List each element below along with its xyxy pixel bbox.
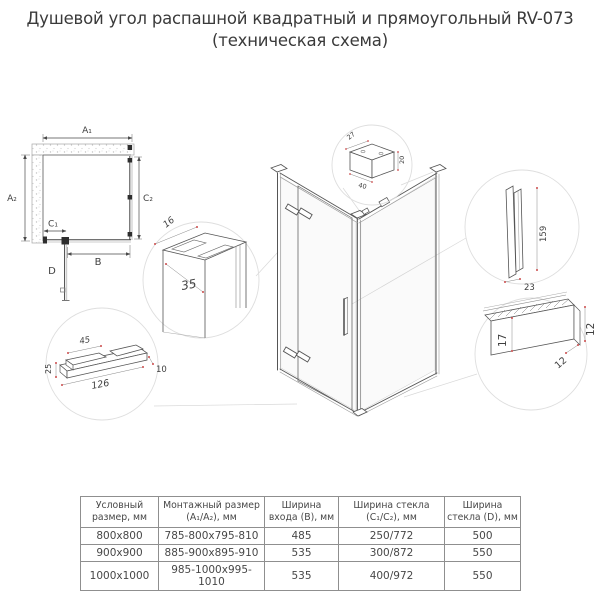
col-header-nominal-size: Условный размер, мм (81, 497, 159, 528)
plan-dim-c2: C₂ (143, 194, 153, 204)
cell-nominal: 1000x1000 (81, 562, 159, 591)
plan-door-pivot (62, 237, 70, 245)
plan-dim-d: D (48, 266, 56, 277)
bracket-dim-depth: 27 (345, 130, 357, 142)
detail-bottom-rail (475, 292, 597, 410)
cell-glass-c: 300/872 (339, 545, 445, 562)
handle-dim-height: 159 (539, 225, 549, 242)
spec-table (80, 496, 521, 591)
title-line-1: Душевой угол распашной квадратный и прямоугольный RV-073 (26, 9, 574, 28)
cell-glass-c: 250/772 (339, 528, 445, 545)
table-row (81, 528, 521, 545)
table-row (81, 545, 521, 562)
plan-view (7, 126, 153, 301)
detail-handle (465, 170, 579, 293)
cell-mounting: 885-900x895-910 (159, 545, 265, 562)
table-header-row (81, 497, 521, 528)
bracket-dim-height: 20 (398, 155, 406, 164)
detail-wall-profile (143, 215, 259, 338)
bracket-dim-width: 40 (357, 181, 368, 191)
plan-wall-profile-mark (43, 237, 47, 244)
wall-profile-dim-top: 16 (161, 215, 177, 231)
plan-dim-a1: A₁ (82, 126, 92, 136)
rail-dim-inner: 17 (497, 333, 509, 347)
cell-glass-c: 400/972 (339, 562, 445, 591)
col-header-mounting-size: Монтажный размер (A₁/A₂), мм (159, 497, 265, 528)
plan-hinge-mark-2 (128, 195, 133, 200)
cell-entry: 535 (265, 562, 339, 591)
cell-mounting: 985-1000x995-1010 (159, 562, 265, 591)
cell-glass-d: 500 (445, 528, 521, 545)
hinge-dim-length: 126 (90, 377, 111, 392)
title-line-2: (техническая схема) (212, 31, 388, 51)
cell-nominal: 800x800 (81, 528, 159, 545)
plan-dim-c1: C₁ (48, 219, 58, 230)
cap-left (271, 165, 287, 173)
plan-dim-b: B (94, 257, 102, 268)
rail-dim-right: 12 (585, 322, 597, 336)
hinge-dim-plate: 45 (78, 335, 92, 347)
cell-entry: 535 (265, 545, 339, 562)
technical-drawing (0, 52, 600, 492)
plan-hinge-mark-1 (128, 158, 133, 163)
plan-wall-top (32, 144, 134, 155)
col-header-glass-width-c: Ширина стекла (C₁/C₂), мм (339, 497, 445, 528)
cap-right (430, 165, 446, 173)
col-header-glass-width-d: Ширина стекла (D), мм (445, 497, 521, 528)
detail-hinge (44, 308, 167, 420)
cell-glass-d: 550 (445, 562, 521, 591)
cell-nominal: 900x900 (81, 545, 159, 562)
glass-panel-right (361, 177, 435, 411)
cell-entry: 485 (265, 528, 339, 545)
hinge-dim-thickness: 10 (156, 365, 167, 375)
cell-mounting: 785-800x795-810 (159, 528, 265, 545)
plan-bracket-top-right (128, 145, 133, 150)
detail-bracket (332, 125, 412, 205)
plan-dim-a2: A₂ (7, 194, 17, 204)
page-title (0, 8, 600, 53)
plan-hinge-mark-3 (128, 232, 133, 237)
table-row (81, 562, 521, 591)
handle-dim-depth: 23 (524, 283, 535, 293)
rail-dim-bottom: 12 (552, 355, 570, 372)
wall-profile-dim-width: 35 (180, 276, 198, 293)
plan-wall-left (32, 155, 43, 243)
cell-glass-d: 550 (445, 545, 521, 562)
col-header-entry-width: Ширина входа (B), мм (265, 497, 339, 528)
hinge-dim-height: 25 (44, 363, 53, 374)
